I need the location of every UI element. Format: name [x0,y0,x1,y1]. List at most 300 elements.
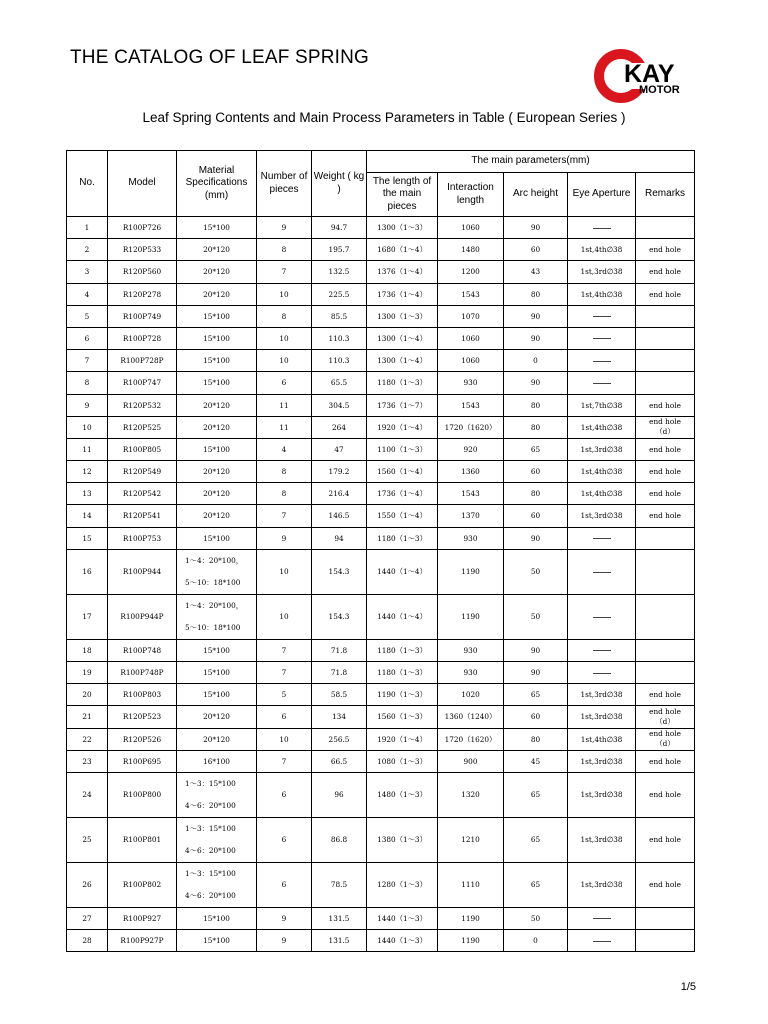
material-line: 15*100 [203,668,230,678]
row-eye-aperture [568,594,636,639]
row-no: 5 [67,305,108,327]
row-material [177,327,257,349]
row-interaction: 1320 [438,772,504,817]
row-model: R120P533 [108,239,177,261]
table-row [67,750,695,772]
page-number: 1/5 [680,981,696,993]
material-line: 5～10：18*100 [185,577,241,587]
material-line: 5～10：18*100 [185,622,241,632]
table-row [67,350,695,372]
row-eye-aperture [568,350,636,372]
row-length: 1300（1～3） [367,217,438,239]
remark-line: （d） [655,739,675,749]
remark-line: end hole [649,511,681,521]
row-pieces: 7 [257,261,312,283]
header-eye-aperture: Eye Aperture [568,173,636,217]
row-pieces: 7 [257,750,312,772]
row-weight: 110.3 [312,327,367,349]
row-weight: 66.5 [312,750,367,772]
row-eye-aperture: 1st,3rd∅38 [568,817,636,862]
row-model: R120P526 [108,728,177,750]
row-weight: 195.7 [312,239,367,261]
row-length: 1440（1～3） [367,930,438,952]
row-remarks [636,750,695,772]
remark-line: end hole [649,289,681,299]
row-no: 13 [67,483,108,505]
leaf-spring-table [66,150,695,952]
row-remarks [636,772,695,817]
table-row [67,907,695,929]
row-arc-height: 45 [504,750,568,772]
header-arc-height: Arc height [504,173,568,217]
table-row [67,662,695,684]
row-pieces: 10 [257,728,312,750]
row-model: R100P728P [108,350,177,372]
row-eye-aperture: 1st,3rd∅38 [568,261,636,283]
row-length: 1080（1～3） [367,750,438,772]
row-weight: 58.5 [312,684,367,706]
header-interaction: Interaction length [438,173,504,217]
row-model: R100P728 [108,327,177,349]
table-row [67,772,695,817]
row-remarks [636,728,695,750]
row-eye-aperture: 1st,7th∅38 [568,394,636,416]
material-line: 20*120 [203,422,230,432]
row-length: 1440（1～4） [367,594,438,639]
row-model: R120P523 [108,706,177,728]
row-eye-aperture [568,527,636,549]
table-row [67,549,695,594]
row-no: 19 [67,662,108,684]
row-no: 24 [67,772,108,817]
remark-line: end hole [649,400,681,410]
row-material [177,438,257,460]
row-remarks [636,684,695,706]
row-model: R100P695 [108,750,177,772]
row-interaction: 930 [438,372,504,394]
row-pieces: 8 [257,239,312,261]
row-material [177,639,257,661]
row-remarks [636,350,695,372]
row-arc-height: 50 [504,907,568,929]
row-no: 18 [67,639,108,661]
row-weight: 304.5 [312,394,367,416]
row-interaction: 1543 [438,483,504,505]
table-body [67,217,695,952]
row-material [177,461,257,483]
row-eye-aperture [568,217,636,239]
material-line: 1～3：15*100 [185,823,236,833]
row-arc-height: 80 [504,394,568,416]
row-arc-height: 60 [504,239,568,261]
row-pieces: 6 [257,772,312,817]
row-pieces: 7 [257,662,312,684]
row-weight: 256.5 [312,728,367,750]
row-no: 21 [67,706,108,728]
row-no: 10 [67,416,108,438]
row-arc-height: 90 [504,305,568,327]
row-model: R100P800 [108,772,177,817]
row-length: 1440（1～4） [367,549,438,594]
empty-dash [593,673,611,674]
remark-line: （d） [655,427,675,437]
remark-line: （d） [655,716,675,726]
row-length: 1300（1～4） [367,327,438,349]
row-remarks [636,706,695,728]
row-interaction: 1370 [438,505,504,527]
row-interaction: 1720（1620） [438,416,504,438]
row-material [177,483,257,505]
row-pieces: 10 [257,327,312,349]
row-material [177,862,257,907]
material-line: 4～6：20*100 [185,845,236,855]
row-no: 14 [67,505,108,527]
row-material [177,505,257,527]
row-eye-aperture [568,907,636,929]
table-row [67,862,695,907]
row-no: 11 [67,438,108,460]
material-line: 1～3：15*100 [185,778,236,788]
row-interaction: 900 [438,750,504,772]
row-weight: 154.3 [312,594,367,639]
row-interaction: 1200 [438,261,504,283]
row-no: 26 [67,862,108,907]
row-no: 8 [67,372,108,394]
row-remarks [636,862,695,907]
row-eye-aperture: 1st,4th∅38 [568,283,636,305]
row-material [177,684,257,706]
row-material [177,372,257,394]
row-pieces: 8 [257,461,312,483]
row-interaction: 1543 [438,394,504,416]
row-model: R120P278 [108,283,177,305]
row-material [177,350,257,372]
row-remarks [636,394,695,416]
logo-text: KAY [624,60,675,88]
row-pieces: 6 [257,372,312,394]
row-remarks [636,907,695,929]
header-material: Material Specifications (mm) [177,151,257,217]
table-row [67,728,695,750]
material-line: 15*100 [203,533,230,543]
row-weight: 132.5 [312,261,367,283]
row-interaction: 1360（1240） [438,706,504,728]
row-remarks [636,662,695,684]
row-length: 1300（1～4） [367,350,438,372]
row-length: 1736（1～7） [367,394,438,416]
row-eye-aperture: 1st,3rd∅38 [568,750,636,772]
row-remarks [636,817,695,862]
row-model: R100P805 [108,438,177,460]
row-model: R100P801 [108,817,177,862]
row-interaction: 1110 [438,862,504,907]
row-arc-height: 65 [504,438,568,460]
row-eye-aperture: 1st,4th∅38 [568,416,636,438]
row-no: 4 [67,283,108,305]
material-line: 20*120 [203,511,230,521]
row-weight: 71.8 [312,662,367,684]
row-interaction: 930 [438,639,504,661]
row-material [177,594,257,639]
material-line: 1～3：15*100 [185,868,236,878]
remark-line: end hole [649,880,681,890]
row-model: R100P803 [108,684,177,706]
row-length: 1480（1～3） [367,772,438,817]
row-model: R120P532 [108,394,177,416]
empty-dash [593,361,611,362]
row-length: 1180（1～3） [367,662,438,684]
row-model: R100P927 [108,907,177,929]
table-row [67,327,695,349]
row-weight: 94.7 [312,217,367,239]
row-pieces: 6 [257,862,312,907]
row-remarks [636,549,695,594]
remark-line: end hole [649,729,681,739]
row-weight: 134 [312,706,367,728]
row-interaction: 1210 [438,817,504,862]
row-eye-aperture: 1st,4th∅38 [568,483,636,505]
row-pieces: 8 [257,483,312,505]
row-pieces: 7 [257,505,312,527]
row-length: 1300（1～3） [367,305,438,327]
row-model: R100P749 [108,305,177,327]
row-length: 1550（1～4） [367,505,438,527]
row-remarks [636,527,695,549]
row-eye-aperture: 1st,3rd∅38 [568,862,636,907]
table-row [67,261,695,283]
row-remarks [636,639,695,661]
remark-line: end hole [649,756,681,766]
remark-line: end hole [649,489,681,499]
row-weight: 216.4 [312,483,367,505]
remark-line: end hole [649,417,681,427]
row-arc-height: 65 [504,817,568,862]
material-line: 1～4：20*100， [185,555,244,565]
table-row [67,416,695,438]
row-weight: 131.5 [312,930,367,952]
row-eye-aperture [568,305,636,327]
material-line: 15*100 [203,356,230,366]
row-eye-aperture [568,327,636,349]
row-pieces: 6 [257,706,312,728]
row-interaction: 930 [438,527,504,549]
table-row [67,706,695,728]
row-remarks [636,930,695,952]
row-material [177,772,257,817]
empty-dash [593,918,611,919]
row-model: R100P726 [108,217,177,239]
row-interaction: 1720（1620） [438,728,504,750]
row-length: 1180（1～3） [367,639,438,661]
row-arc-height: 60 [504,505,568,527]
table-row [67,239,695,261]
row-remarks [636,461,695,483]
row-arc-height: 60 [504,706,568,728]
row-no: 12 [67,461,108,483]
row-no: 15 [67,527,108,549]
table-row [67,684,695,706]
table-row [67,483,695,505]
row-material [177,394,257,416]
row-model: R100P944P [108,594,177,639]
row-length: 1190（1～3） [367,684,438,706]
row-model: R100P944 [108,549,177,594]
row-material [177,750,257,772]
row-length: 1920（1～4） [367,416,438,438]
table-row [67,930,695,952]
row-model: R120P542 [108,483,177,505]
table-row [67,305,695,327]
row-length: 1680（1～4） [367,239,438,261]
row-length: 1560（1～3） [367,706,438,728]
row-no: 2 [67,239,108,261]
row-weight: 65.5 [312,372,367,394]
row-interaction: 930 [438,662,504,684]
material-line: 20*120 [203,489,230,499]
table-row [67,461,695,483]
material-line: 15*100 [203,690,230,700]
table-row [67,527,695,549]
remark-line: end hole [649,835,681,845]
row-pieces: 8 [257,305,312,327]
table-row [67,217,695,239]
row-material [177,261,257,283]
row-interaction: 1190 [438,907,504,929]
row-arc-height: 90 [504,217,568,239]
row-pieces: 9 [257,907,312,929]
header-main-parameters: The main parameters(mm) [367,151,695,173]
row-weight: 225.5 [312,283,367,305]
row-no: 27 [67,907,108,929]
material-line: 20*120 [203,289,230,299]
header-weight: Weight ( kg ) [312,151,367,217]
row-no: 16 [67,549,108,594]
row-arc-height: 80 [504,416,568,438]
row-interaction: 1060 [438,217,504,239]
row-arc-height: 60 [504,461,568,483]
row-interaction: 1480 [438,239,504,261]
empty-dash [593,650,611,651]
row-arc-height: 50 [504,594,568,639]
row-length: 1100（1～3） [367,438,438,460]
row-interaction: 1070 [438,305,504,327]
row-arc-height: 80 [504,283,568,305]
remark-line: end hole [649,467,681,477]
row-arc-height: 90 [504,527,568,549]
row-eye-aperture [568,662,636,684]
row-length: 1736（1～4） [367,283,438,305]
row-remarks [636,505,695,527]
header-length: The length of the main pieces [367,173,438,217]
row-interaction: 1020 [438,684,504,706]
row-weight: 78.5 [312,862,367,907]
remark-line: end hole [649,706,681,716]
row-no: 25 [67,817,108,862]
table-subtitle: Leaf Spring Contents and Main Process Parameters in Table ( European Series ) [142,110,626,125]
table-row [67,639,695,661]
row-pieces: 9 [257,217,312,239]
row-model: R100P753 [108,527,177,549]
empty-dash [593,228,611,229]
row-arc-height: 65 [504,862,568,907]
row-model: R100P747 [108,372,177,394]
empty-dash [593,338,611,339]
row-eye-aperture [568,372,636,394]
row-eye-aperture [568,549,636,594]
material-line: 15*100 [203,378,230,388]
row-remarks [636,416,695,438]
row-arc-height: 65 [504,684,568,706]
remark-line: end hole [649,790,681,800]
row-weight: 71.8 [312,639,367,661]
row-arc-height: 90 [504,639,568,661]
table-row [67,372,695,394]
row-weight: 110.3 [312,350,367,372]
row-arc-height: 50 [504,549,568,594]
row-material [177,416,257,438]
row-material [177,239,257,261]
row-model: R120P560 [108,261,177,283]
row-length: 1380（1～3） [367,817,438,862]
row-material [177,728,257,750]
row-no: 3 [67,261,108,283]
row-material [177,662,257,684]
table-row [67,283,695,305]
row-eye-aperture: 1st,3rd∅38 [568,706,636,728]
row-remarks [636,327,695,349]
row-pieces: 6 [257,817,312,862]
row-arc-height: 80 [504,728,568,750]
row-interaction: 1190 [438,930,504,952]
row-material [177,549,257,594]
row-pieces: 5 [257,684,312,706]
table-row [67,394,695,416]
row-pieces: 10 [257,283,312,305]
logo-subtext: MOTOR [639,84,680,96]
row-no: 22 [67,728,108,750]
row-model: R120P541 [108,505,177,527]
material-line: 20*120 [203,245,230,255]
document-title: THE CATALOG OF LEAF SPRING [70,47,370,68]
row-no: 23 [67,750,108,772]
header-remarks: Remarks [636,173,695,217]
row-remarks [636,372,695,394]
remark-line: end hole [649,444,681,454]
row-remarks [636,261,695,283]
row-eye-aperture: 1st,3rd∅38 [568,438,636,460]
row-pieces: 9 [257,527,312,549]
remark-line: end hole [649,690,681,700]
empty-dash [593,316,611,317]
row-material [177,930,257,952]
row-pieces: 9 [257,930,312,952]
material-line: 15*100 [203,444,230,454]
header-no: No. [67,151,108,217]
row-pieces: 10 [257,350,312,372]
row-length: 1280（1～3） [367,862,438,907]
row-no: 6 [67,327,108,349]
row-remarks [636,239,695,261]
table-row [67,594,695,639]
row-eye-aperture [568,930,636,952]
row-eye-aperture: 1st,4th∅38 [568,728,636,750]
row-material [177,907,257,929]
row-no: 7 [67,350,108,372]
row-weight: 179.2 [312,461,367,483]
remark-line: end hole [649,267,681,277]
row-model: R100P802 [108,862,177,907]
table-row [67,438,695,460]
